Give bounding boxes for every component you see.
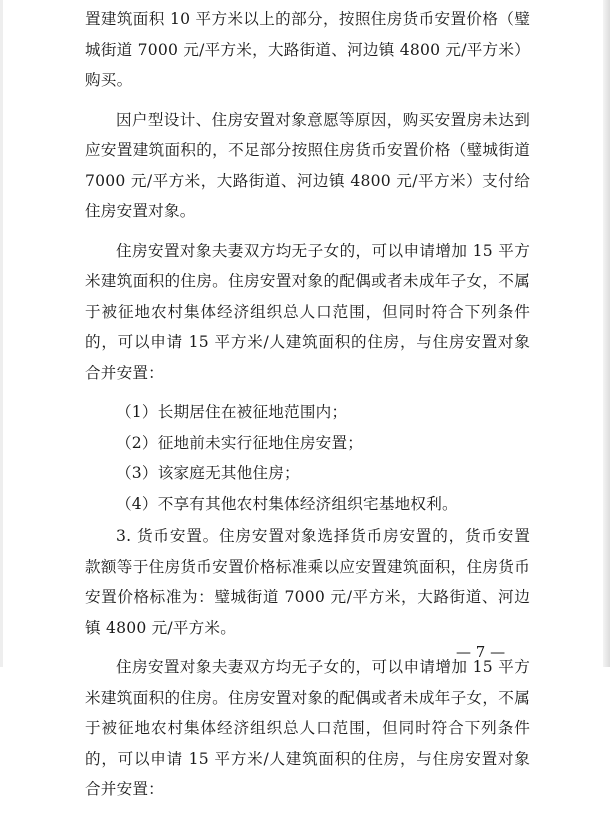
condition-item-2: （2）征地前未实行征地住房安置； [116,433,364,452]
page-right-edge-shadow [603,0,610,667]
paragraph-childless-increase: 住房安置对象夫妻双方均无子女的，可以申请增加 15 平方米建筑面积的住房。住房安置对象的配偶或者未成年子女，不属于被征地农村集体经济组织总人口范围，但同时符合下列条件的，可以申请 15 平方米/人建筑面积的住房，与住房安置对象合并安置： [85,241,530,382]
condition-item-4: （4）不享有其他农村集体经济组织宅基地权利。 [116,494,458,513]
paragraph-cash-compensation: 3. 货币安置。住房安置对象选择货币房安置的，货币安置款额等于住房货币安置价格标准乘以应安置建筑面积，住房货币安置价格标准为：璧城街道 7000 元/平方米，大路街道、河边镇 4800 元/平方米。 [85,527,530,637]
paragraph-childless-increase-repeat: 住房安置对象夫妻双方均无子女的，可以申请增加 15 平方米建筑面积的住房。住房安置对象的配偶或者未成年子女，不属于被征地农村集体经济组织总人口范围，但同时符合下列条件的，可以申请 15 平方米/人建筑面积的住房，与住房安置对象合并安置： [85,658,530,798]
conditions-list [85,397,530,519]
paragraph-shortfall: 因户型设计、住房安置对象意愿等原因，购买安置房未达到应安置建筑面积的，不足部分按照住房货币安置价格（璧城街道 7000 元/平方米，大路街道、河边镇 4800 元/平方米）支付给住房安置对象。 [85,110,530,220]
document-body [85,4,530,814]
condition-item-1: （1）长期居住在被征地范围内； [116,403,348,421]
paragraph-continued: 置建筑面积 10 平方米以上的部分，按照住房货币安置价格（璧城街道 7000 元/平方米，大路街道、河边镇 4800 元/平方米）购买。 [85,10,530,89]
page-left-edge [0,0,3,667]
condition-item-3: （3）该家庭无其他住房； [116,464,300,482]
page-number: — 7 — [456,643,506,661]
